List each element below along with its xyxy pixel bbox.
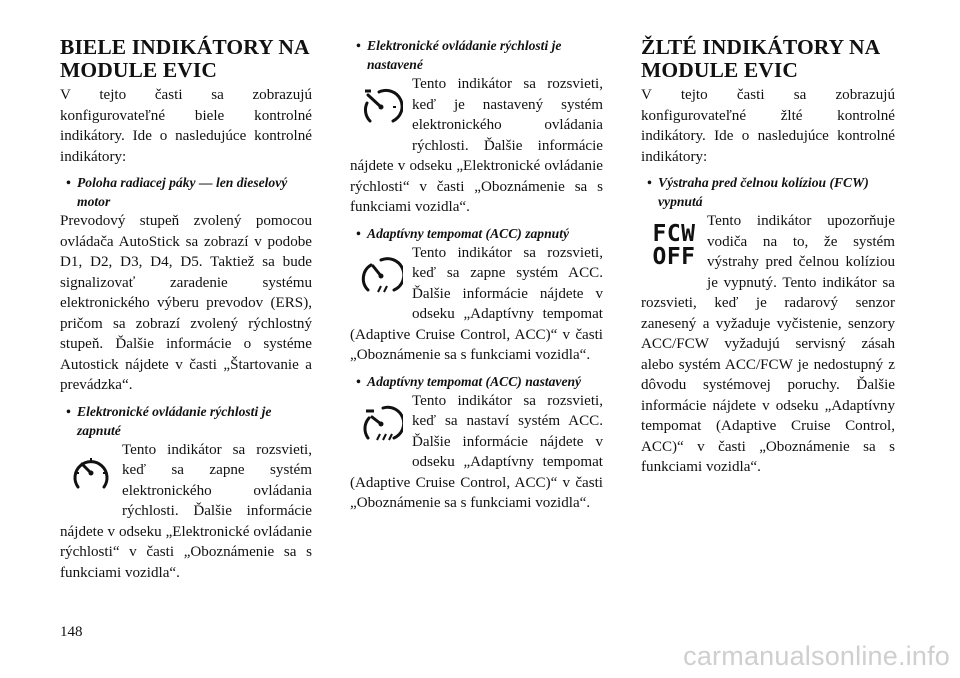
- item-text-fcw-off: Tento indikátor upozorňuje vodiča na to, že systém výstrahy pred čelnou kolíziou je vypnutý. Tento indikátor sa rozsvieti, keď je radarový senzor zanesený a vyžaduje vyčistenie, senzory ACC/FCW vyžadujú servisný zásah alebo systém ACC/FCW je nedostupný z dôvodu systémovej poruchy. Ďalšie informácie nájdete v odseku „Adaptívny tempomat (Adaptive Cruise Control, ACC)“ v časti „Oboznámenie sa s funkciami vozidla“.: [641, 213, 895, 475]
- item-text-cruise-on: Tento indikátor sa rozsvieti, keď sa zapne systém elektronického ovládania rýchlosti. Ďalšie informácie nájdete v odseku „Elektronické ovládanie rýchlosti“ v časti „Oboznámenie sa s funkciami vozidla“.: [60, 441, 312, 581]
- watermark: carmanualsonline.info: [683, 641, 950, 671]
- middle-column: [350, 36, 603, 514]
- item-title-cruise-on: • Elektronické ovládanie rýchlosti je zapnuté: [66, 403, 272, 438]
- item-text-acc-on: Tento indikátor sa rozsvieti, keď sa zapne systém ACC. Ďalšie informácie nájdete v odseku „Adaptívny tempomat (Adaptive Cruise Control, ACC)“ v časti „Oboznámenie sa s funkciami vozidla“.: [350, 244, 603, 363]
- item-title-gear-position: • Poloha radiacej páky — len dieselový motor: [66, 175, 288, 209]
- intro-paragraph-yellow: V tejto časti sa zobrazujú konfigurovateľné žlté kontrolné indikátory. Ide o nasledujúce kontrolné indikátory:: [641, 87, 895, 165]
- speedometer-set-icon: [350, 78, 412, 136]
- item-text-cruise-set: Tento indikátor sa rozsvieti, keď je nastavený systém elektronického ovládania rýchlosti. Ďalšie informácie nájdete v odseku „Elektronické ovládanie rýchlosti“ v časti „Oboznámenie sa s funkciami vozidla“.: [350, 76, 603, 215]
- section-heading-yellow-indicators: ŽLTÉ INDIKÁTORY NA MODULE EVIC: [641, 35, 880, 82]
- acc-set-icon: [350, 395, 412, 453]
- section-heading-white-indicators: BIELE INDIKÁTORY NA MODULE EVIC: [60, 35, 309, 82]
- item-title-fcw-off: • Výstraha pred čelnou kolíziou (FCW) vypnutá: [647, 175, 869, 209]
- page-number: 148: [60, 624, 83, 640]
- left-column: [60, 36, 312, 583]
- right-column: [641, 36, 895, 478]
- intro-paragraph: V tejto časti sa zobrazujú konfigurovateľné biele kontrolné indikátory. Ide o nasledujúce kontrolné indikátory:: [60, 87, 312, 165]
- item-text-gear-position: Prevodový stupeň zvolený pomocou ovládača AutoStick sa zobrazí v podobe D1, D2, D3, D4, D5. Taktiež sa bude signalizovať zaradenie systému elektronického výberu prevodov (ERS), pričom sa zobrazí zvolený rýchlostný stupeň. Ďalšie informácie o systéme Autostick nájdete v časti „Štartovanie a prevádzka“.: [60, 213, 312, 393]
- acc-on-icon: [350, 247, 412, 305]
- item-text-acc-set: Tento indikátor sa rozsvieti, keď sa nastaví systém ACC. Ďalšie informácie nájdete v odseku „Adaptívny tempomat (Adaptive Cruise Control, ACC)“ v časti „Oboznámenie sa s funkciami vozidla“.: [350, 392, 603, 511]
- fcw-off-icon: FCW OFF: [652, 221, 696, 270]
- item-title-acc-on: • Adaptívny tempomat (ACC) zapnutý: [356, 225, 570, 241]
- speedometer-icon: [60, 444, 122, 502]
- item-title-acc-set: • Adaptívny tempomat (ACC) nastavený: [356, 373, 582, 389]
- item-title-cruise-set: • Elektronické ovládanie rýchlosti je nastavené: [356, 38, 562, 72]
